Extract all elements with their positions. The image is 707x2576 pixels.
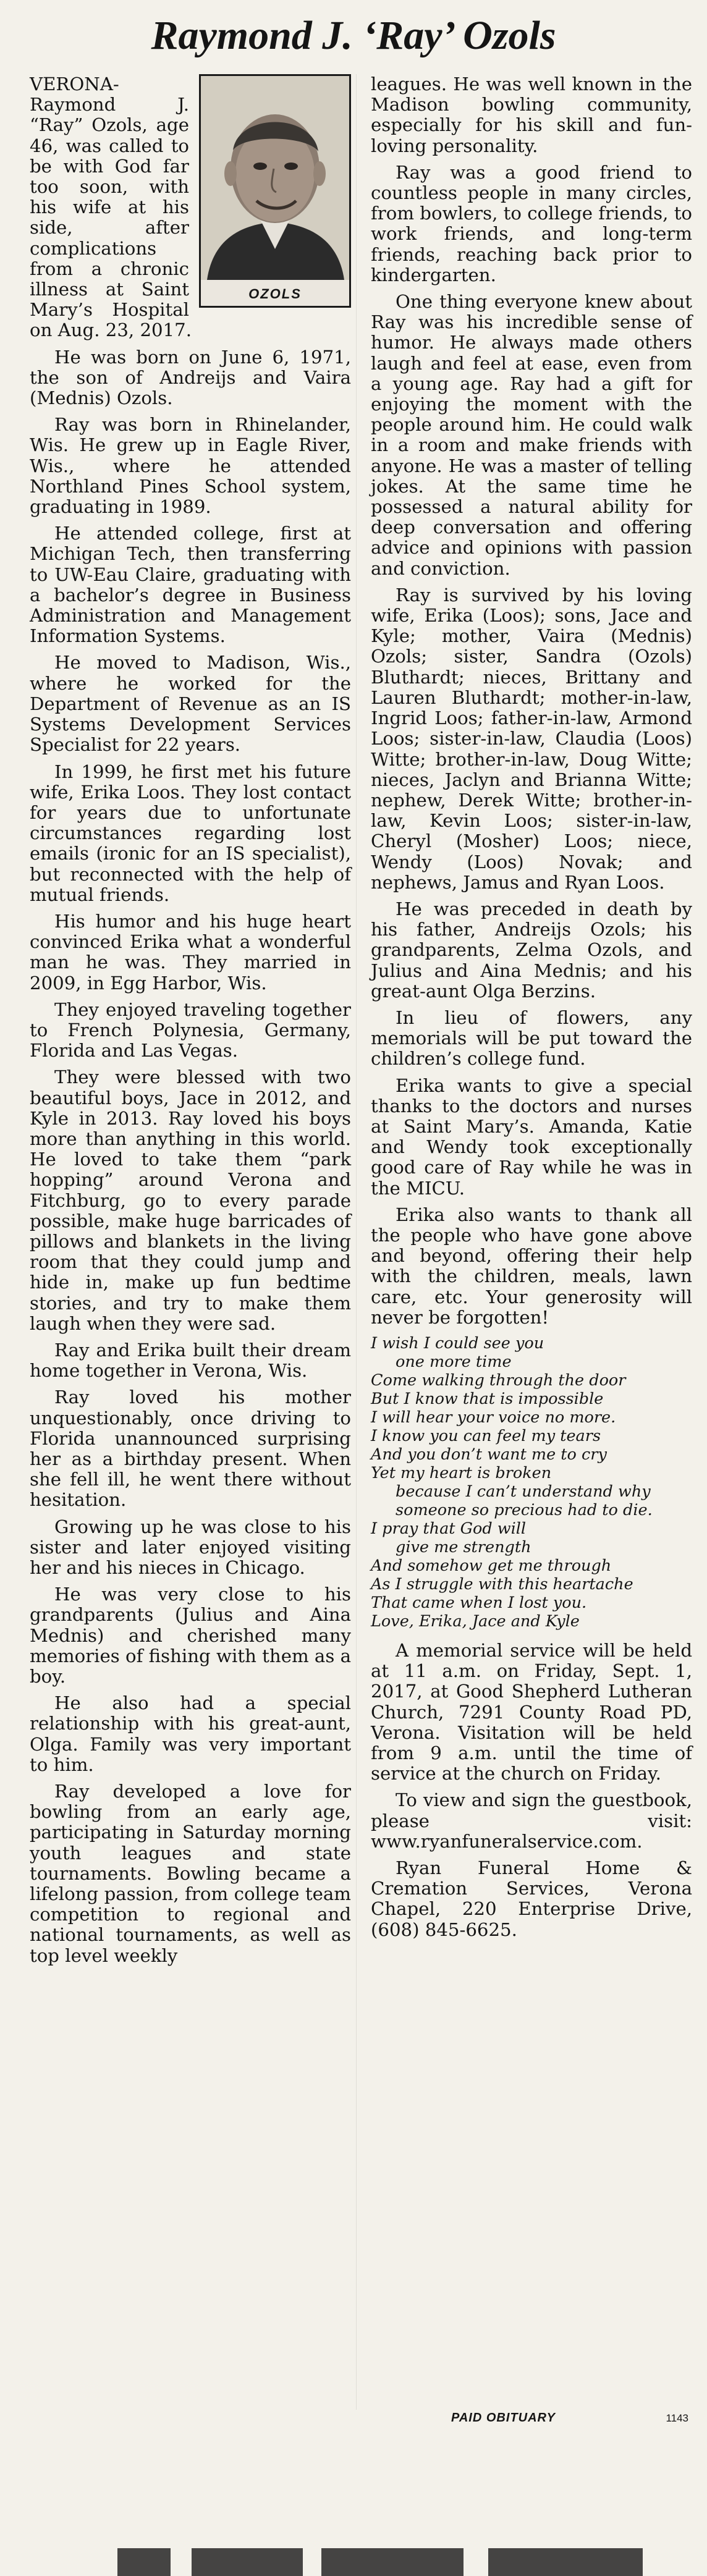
obituary-paragraph: Ray and Erika built their dream home together in Verona, Wis. bbox=[30, 1339, 351, 1382]
poem-line: Yet my heart is broken bbox=[371, 1463, 552, 1482]
portrait-image bbox=[201, 76, 349, 280]
obituary-paragraph: Ryan Funeral Home & Cremation Services, Verona Chapel, 220 Enterprise Drive, (608) 845-6625. bbox=[371, 1857, 692, 1940]
obituary-title: Raymond J. ‘Ray’ Ozols bbox=[151, 13, 556, 58]
obituary-paragraph: Ray was born in Rhinelander, Wis. He grew up in Eagle River, Wis., where he attended Northland Pines School system, graduating in 1989. bbox=[30, 414, 351, 518]
right-column bbox=[371, 74, 692, 1946]
obituary-paragraph: VERONA-Raymond J. “Ray” Ozols, age 46, was called to be with God far too soon, with his wife at his side, after complications from a chronic illness at Saint Mary’s Hospital on Aug. 23, 2017. bbox=[30, 74, 192, 341]
obituary-paragraph: In lieu of flowers, any memorials will be put toward the children’s college fund. bbox=[371, 1007, 692, 1070]
paid-obituary-label: PAID OBITUARY bbox=[451, 2411, 556, 2425]
poem-line: someone so precious had to die. bbox=[396, 1500, 653, 1519]
poem-signature: Love, Erika, Jace and Kyle bbox=[371, 1611, 580, 1631]
obituary-paragraph: To view and sign the guestbook, please visit: www.ryanfuneralservice.com. bbox=[371, 1789, 692, 1852]
poem-line: I pray that God will bbox=[371, 1519, 527, 1538]
obituary-paragraph: leagues. He was well known in the Madison bowling community, especially for his skill and fun-loving personality. bbox=[371, 74, 692, 156]
next-headline-bleed bbox=[0, 2490, 707, 2576]
obituary-paragraph: One thing everyone knew about Ray was his incredible sense of humor. He always made others laugh and feel at ease, even from a young age. Ray had a gift for enjoying the moment with the people around him. He could walk in a room and make friends with anyone. He was a master of telling jokes. At the same time he possessed a natural ability for deep conversation and offering advice and opinions with passion and conviction. bbox=[371, 291, 692, 579]
ad-code: 1143 bbox=[666, 2412, 688, 2424]
obituary-paragraph: A memorial service will be held at 11 a.m. on Friday, Sept. 1, 2017, at Good Shepherd Lutheran Church, 7291 County Road PD, Verona. Visitation will be held from 9 a.m. until the time of service at the church on Friday. bbox=[371, 1639, 692, 1784]
poem-line: And you don’t want me to cry bbox=[371, 1445, 607, 1464]
obituary-paragraph: They enjoyed traveling together to French Polynesia, Germany, Florida and Las Vegas. bbox=[30, 999, 351, 1062]
obituary-paragraph: He also had a special relationship with his great-aunt, Olga. Family was very important to him. bbox=[30, 1692, 351, 1775]
left-column bbox=[30, 74, 351, 1972]
obituary-paragraph: His humor and his huge heart convinced Erika what a wonderful man he was. They married in 2009, in Egg Harbor, Wis. bbox=[30, 910, 351, 994]
obituary-paragraph: He moved to Madison, Wis., where he worked for the Department of Revenue as an IS Systems Development Services Specialist for 22 years. bbox=[30, 652, 351, 756]
obituary-paragraph: He was born on June 6, 1971, the son of Andreijs and Vaira (Mednis) Ozols. bbox=[30, 346, 351, 409]
poem-line: one more time bbox=[396, 1352, 512, 1371]
obituary-paragraph: They were blessed with two beautiful boys, Jace in 2012, and Kyle in 2013. Ray loved his boys more than anything in this world. He loved to take them “park hopping” around Verona and Fitchburg, go to every parade possible, make huge barricades of pillows and blankets in the living room that they could jump and hide in, make up fun bedtime stories, and try to make them laugh when they were sad. bbox=[30, 1066, 351, 1334]
cropped-headline-shapes bbox=[117, 2527, 649, 2576]
poem-line: I know you can feel my tears bbox=[371, 1426, 601, 1445]
obituary-paragraph: Erika wants to give a special thanks to the doctors and nurses at Saint Mary’s. Amanda, Katie and Wendy took exceptionally good care of Ray while he was in the MICU. bbox=[371, 1075, 692, 1199]
portrait-photo bbox=[199, 74, 351, 308]
obituary-paragraph: He attended college, first at Michigan Tech, then transferring to UW-Eau Claire, graduating with a bachelor’s degree in Business Administration and Management Information Systems. bbox=[30, 523, 351, 647]
obituary-paragraph: Ray was a good friend to countless people in many circles, from bowlers, to college friends, to work friends, and long-term friends, reaching back prior to kindergarten. bbox=[371, 161, 692, 285]
obituary-paragraph: In 1999, he first met his future wife, Erika Loos. They lost contact for years due to unfortunate circumstances regarding lost emails (ironic for an IS specialist), but reconnected with the help of mutual friends. bbox=[30, 761, 351, 905]
obituary-footer bbox=[371, 2410, 692, 2435]
poem-line: because I can’t understand why bbox=[396, 1482, 651, 1501]
obituary-paragraph: Erika also wants to thank all the people who have gone above and beyond, offering their help with the children, meals, lawn care, etc. Your generosity will never be forgotten! bbox=[371, 1204, 692, 1328]
poem-line: But I know that is impossible bbox=[371, 1389, 604, 1408]
obituary-paragraph: Ray loved his mother unquestionably, once driving to Florida unannounced surprising her as a birthday present. When she fell ill, he went there without hesitation. bbox=[30, 1387, 351, 1511]
obituary-paragraph: Ray is survived by his loving wife, Erika (Loos); sons, Jace and Kyle; mother, Vaira (Mednis) Ozols; sister, Sandra (Ozols) Bluthardt; nieces, Brittany and Lauren Bluthardt; mother-in-law, Ingrid Loos; father-in-law, Armond Loos; sister-in-law, Claudia (Loos) Witte; brother-in-law, Doug Witte; nieces, Jaclyn and Brianna Witte; nephew, Derek Witte; brother-in-law, Kevin Loos; sister-in-law, Cheryl (Mosher) Loos; niece, Wendy (Loos) Novak; and nephews, Jamus and Ryan Loos. bbox=[371, 584, 692, 893]
photo-caption: OZOLS bbox=[248, 286, 302, 302]
poem-line: Come walking through the door bbox=[371, 1370, 626, 1390]
obituary-paragraph: Growing up he was close to his sister and later enjoyed visiting her and his nieces in Chicago. bbox=[30, 1516, 351, 1579]
poem-line: That came when I lost you. bbox=[371, 1593, 587, 1612]
memorial-poem bbox=[371, 1334, 692, 1631]
poem-line: I will hear your voice no more. bbox=[371, 1408, 616, 1427]
poem-line: give me strength bbox=[396, 1537, 531, 1556]
poem-line: I wish I could see you bbox=[371, 1333, 544, 1353]
column-rule bbox=[356, 74, 357, 2410]
obituary-paragraph: He was very close to his grandparents (Julius and Aina Mednis) and cherished many memories of fishing with them as a boy. bbox=[30, 1584, 351, 1687]
obituary-paragraph: He was preceded in death by his father, Andreijs Ozols; his grandparents, Zelma Ozols, and Julius and Aina Mednis; and his great-aunt Olga Berzins. bbox=[371, 898, 692, 1002]
poem-line: And somehow get me through bbox=[371, 1556, 612, 1575]
poem-line: As I struggle with this heartache bbox=[371, 1574, 633, 1594]
obituary-paragraph: Ray developed a love for bowling from an early age, participating in Saturday morning youth leagues and state tournaments. Bowling became a lifelong passion, from college team competition to regional and national tournaments, as well as top level weekly bbox=[30, 1781, 351, 1966]
